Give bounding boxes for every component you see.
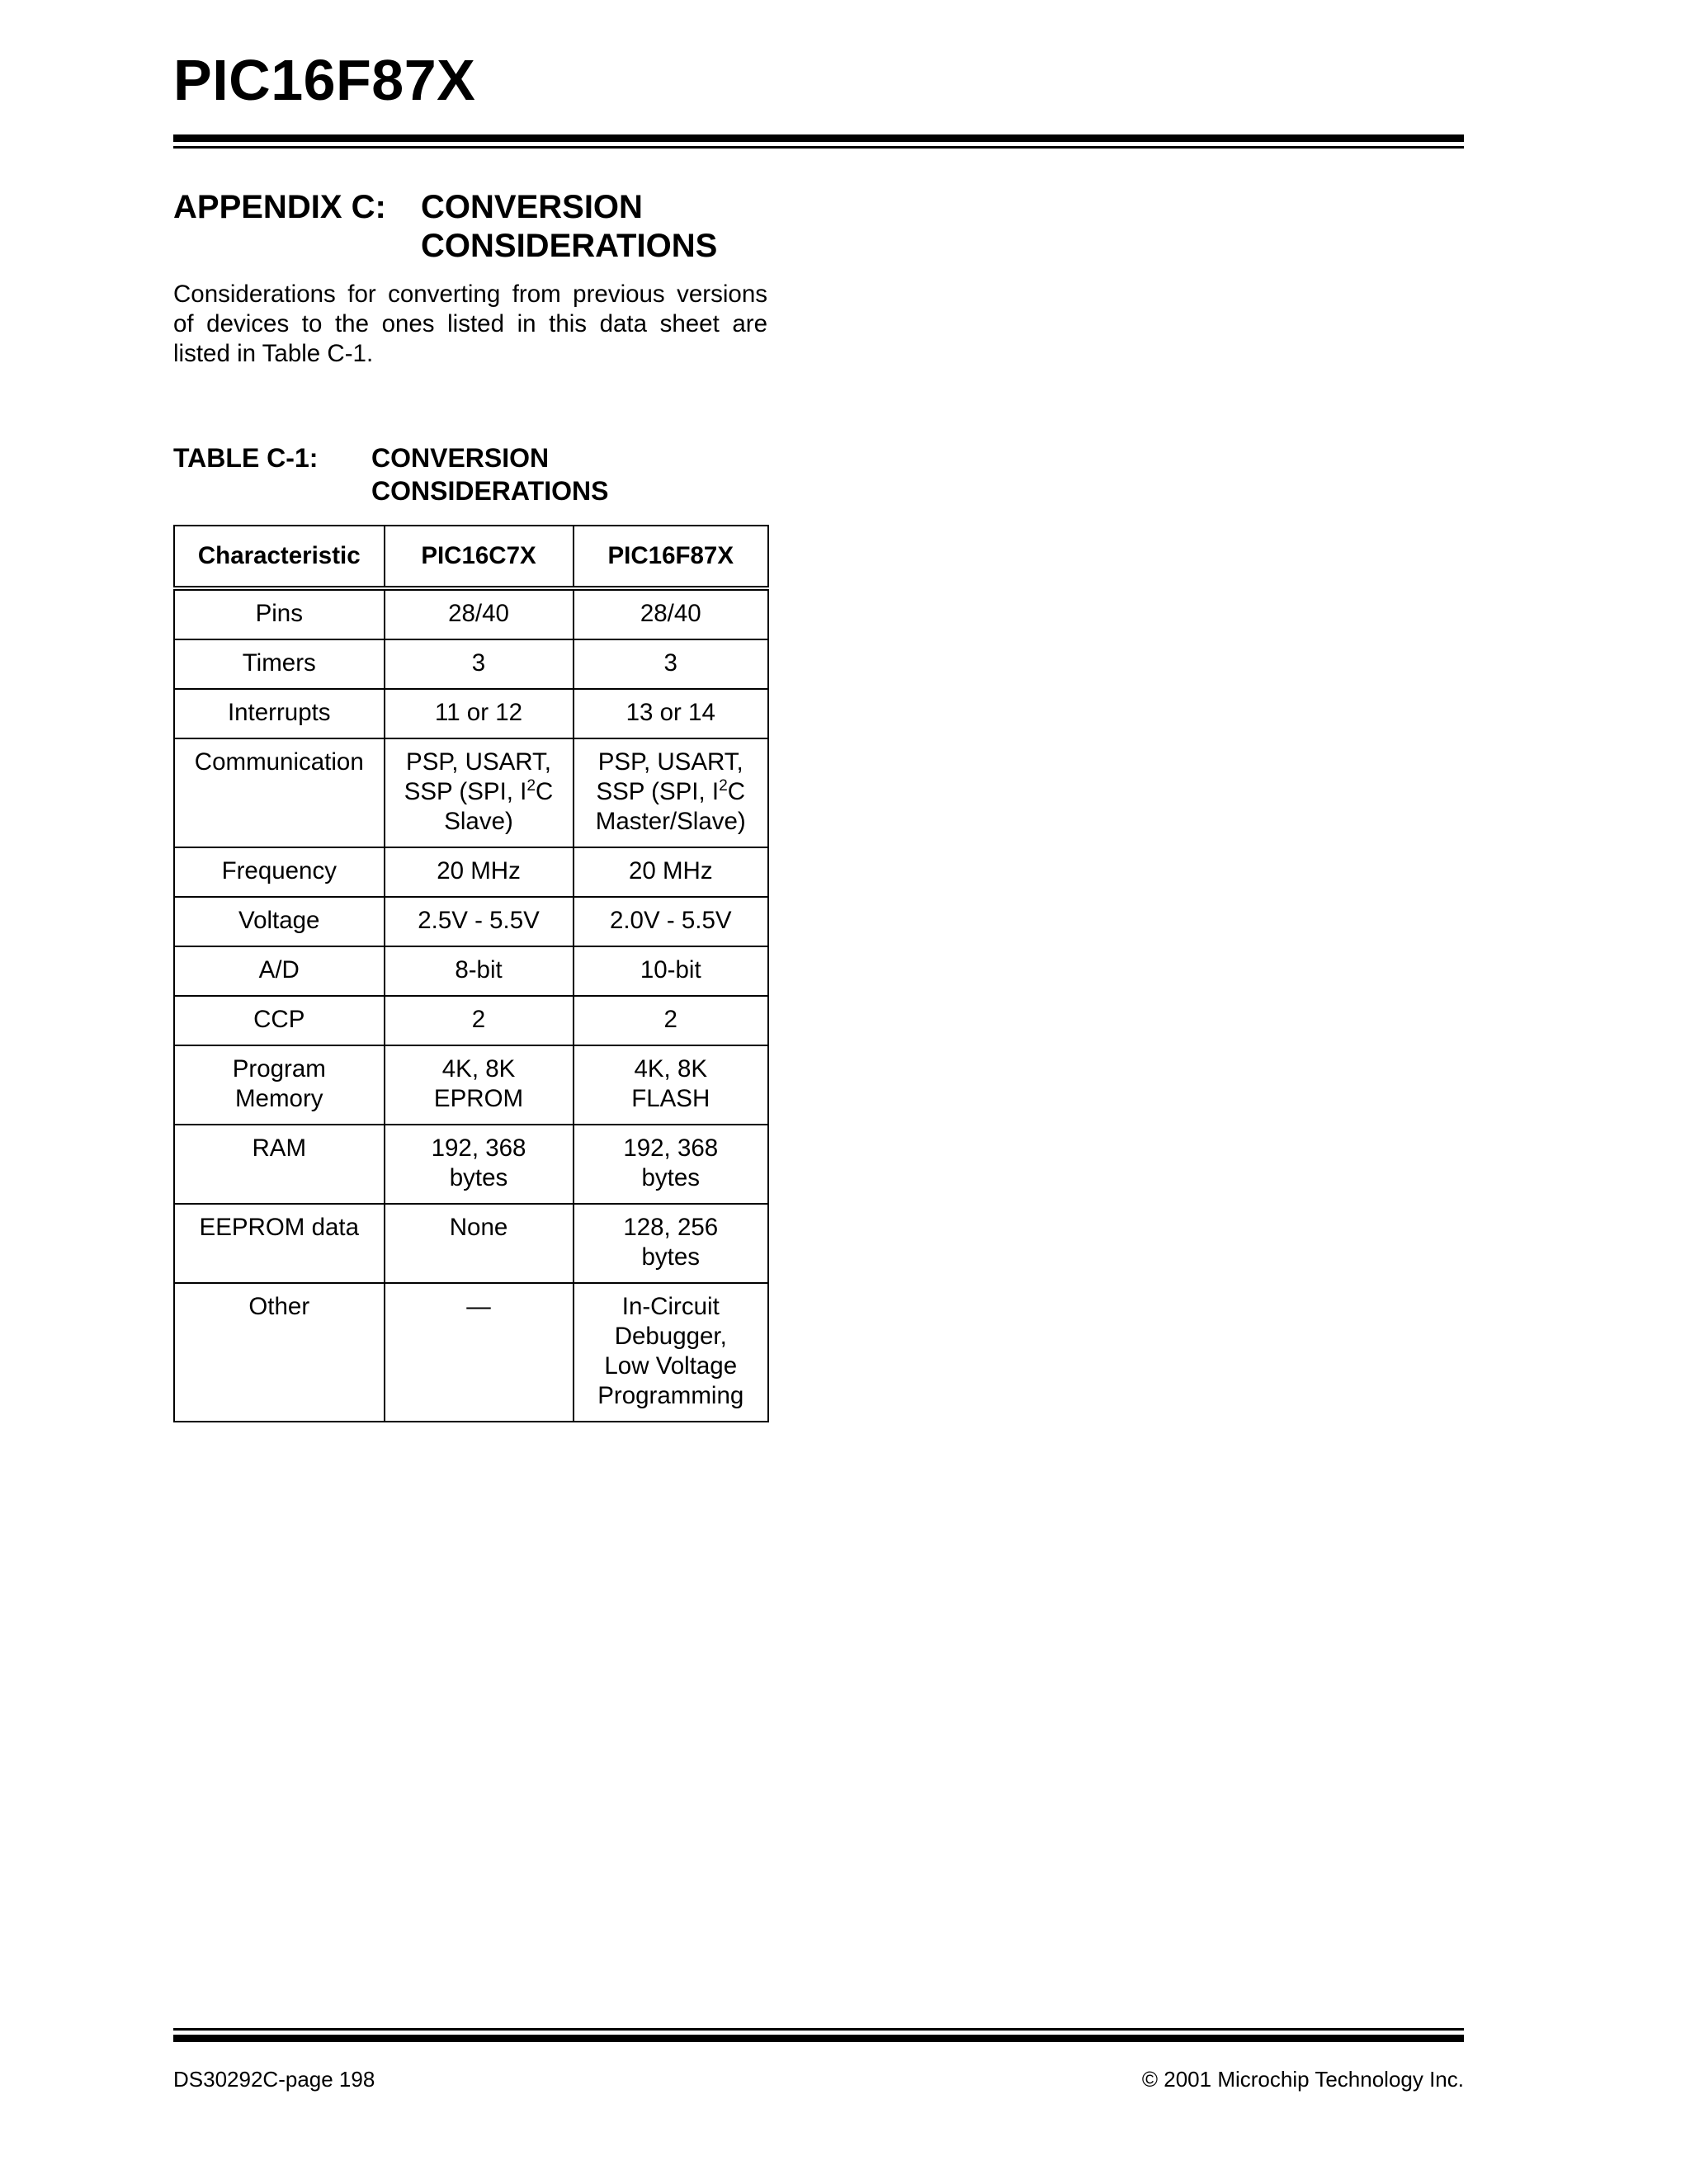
appendix-title-line-1: CONVERSION [421, 189, 643, 225]
table-cell [385, 1204, 574, 1283]
cell-line: 11 or 12 [434, 699, 523, 726]
table-row [174, 689, 768, 738]
cell-line: Slave) [444, 808, 513, 835]
table-row [174, 897, 768, 946]
header-characteristic: Characteristic [174, 526, 385, 588]
table-cell [174, 689, 385, 738]
table-cell [174, 996, 385, 1045]
appendix-title-line-2: CONSIDERATIONS [421, 228, 718, 264]
cell-line: 13 or 14 [625, 699, 715, 726]
table-row [174, 639, 768, 689]
table-caption-label: TABLE C-1: [173, 443, 319, 473]
cell-line: bytes [641, 1243, 701, 1271]
cell-line: 128, 256 [623, 1214, 719, 1241]
table-row [174, 946, 768, 996]
cell-line [579, 777, 762, 807]
header-rule-thin [173, 146, 1464, 149]
cell-line: Interrupts [227, 699, 331, 726]
cell-line: FLASH [631, 1085, 710, 1112]
header-pic16c7x: PIC16C7X [385, 526, 574, 588]
footer-rule-thick [173, 2028, 1464, 2031]
cell-line: 2.5V - 5.5V [418, 907, 540, 934]
cell-line: CCP [253, 1006, 305, 1033]
table-header-row [174, 526, 768, 588]
table-cell [574, 738, 768, 847]
cell-line: 192, 368 [431, 1134, 526, 1162]
cell-text: C [727, 778, 746, 805]
conversion-table [173, 525, 769, 1422]
table-cell [385, 897, 574, 946]
table-cell [574, 639, 768, 689]
cell-line: EEPROM data [199, 1214, 359, 1241]
footer-copyright: © 2001 Microchip Technology Inc. [1141, 2067, 1464, 2092]
cell-line: Programming [597, 1382, 744, 1409]
cell-text: SSP (SPI, I [404, 778, 527, 805]
table-row [174, 1045, 768, 1125]
table-cell [385, 1283, 574, 1422]
cell-line: 10-bit [640, 956, 701, 984]
cell-line [390, 777, 568, 807]
header-pic16f87x: PIC16F87X [574, 526, 768, 588]
table-cell [385, 738, 574, 847]
intro-paragraph: Considerations for converting from previous versions of devices to the ones listed in this data sheet are listed in Table C-1. [173, 281, 767, 367]
table-cell [174, 1045, 385, 1125]
table-caption-line-2: CONSIDERATIONS [371, 476, 609, 506]
cell-line: Debugger, [614, 1323, 727, 1350]
table-cell [385, 689, 574, 738]
table-cell [174, 847, 385, 897]
page-title: PIC16F87X [173, 48, 476, 112]
table-row [174, 847, 768, 897]
table-cell [174, 897, 385, 946]
cell-line: Timers [242, 649, 316, 677]
table-cell [385, 1125, 574, 1204]
table-caption-line-1: CONVERSION [371, 443, 550, 473]
cell-line: A/D [258, 956, 300, 984]
table-cell [385, 946, 574, 996]
cell-text: SSP (SPI, I [596, 778, 720, 805]
table-cell [574, 689, 768, 738]
table-cell [174, 588, 385, 639]
cell-line: 28/40 [448, 600, 509, 627]
table-cell [174, 1204, 385, 1283]
cell-line: EPROM [433, 1085, 524, 1112]
cell-line: 3 [471, 649, 486, 677]
cell-text: C [536, 778, 554, 805]
cell-line: PSP, USART, [597, 748, 744, 776]
table-cell [385, 847, 574, 897]
table-cell [574, 1204, 768, 1283]
table-cell [174, 738, 385, 847]
table-cell [174, 1125, 385, 1204]
cell-line: — [466, 1293, 491, 1320]
table-cell [574, 588, 768, 639]
cell-line: In-Circuit [621, 1293, 720, 1320]
cell-line: 192, 368 [623, 1134, 719, 1162]
table-cell [174, 1283, 385, 1422]
header-rule-thick [173, 134, 1464, 142]
cell-line: 20 MHz [437, 857, 521, 884]
cell-line: 20 MHz [628, 857, 713, 884]
cell-line: bytes [449, 1164, 508, 1191]
table-cell [574, 946, 768, 996]
table-cell [174, 946, 385, 996]
table-row [174, 1283, 768, 1422]
table-row [174, 996, 768, 1045]
footer-rule-thin [173, 2035, 1464, 2042]
table-cell [174, 639, 385, 689]
cell-line: None [449, 1214, 508, 1241]
table-cell [574, 1125, 768, 1204]
cell-line: Memory [234, 1085, 323, 1112]
cell-line: 2.0V - 5.5V [609, 907, 732, 934]
cell-line: Communication [194, 748, 364, 776]
table-cell [385, 996, 574, 1045]
table-row [174, 738, 768, 847]
cell-line: Voltage [238, 907, 320, 934]
table-cell [385, 588, 574, 639]
cell-line: 2 [471, 1006, 486, 1033]
cell-line: 2 [663, 1006, 677, 1033]
cell-line: RAM [252, 1134, 307, 1162]
cell-superscript: 2 [526, 777, 536, 795]
cell-line: 4K, 8K [441, 1055, 516, 1083]
cell-superscript: 2 [719, 777, 728, 795]
table-row [174, 1204, 768, 1283]
cell-line: 3 [663, 649, 677, 677]
table-row [174, 1125, 768, 1204]
cell-line: Master/Slave) [595, 808, 746, 835]
table-cell [574, 1283, 768, 1422]
cell-line: bytes [641, 1164, 701, 1191]
cell-line: Frequency [221, 857, 337, 884]
table-cell [574, 847, 768, 897]
cell-line: 8-bit [455, 956, 503, 984]
table-cell [574, 897, 768, 946]
appendix-label: APPENDIX C: [173, 189, 386, 225]
cell-line: Program [232, 1055, 326, 1083]
table-cell [385, 639, 574, 689]
table-row [174, 588, 768, 639]
table-cell [574, 996, 768, 1045]
cell-line: Pins [255, 600, 303, 627]
table-body [174, 588, 768, 1422]
cell-line: 28/40 [640, 600, 701, 627]
cell-line: Other [248, 1293, 310, 1320]
cell-line: 4K, 8K [634, 1055, 708, 1083]
footer-page-number: DS30292C-page 198 [173, 2067, 375, 2092]
table-cell [574, 1045, 768, 1125]
appendix-title [421, 188, 916, 266]
table-cell [385, 1045, 574, 1125]
cell-line: Low Voltage [604, 1352, 738, 1380]
table-caption-title [371, 441, 784, 507]
cell-line: PSP, USART, [406, 748, 552, 776]
